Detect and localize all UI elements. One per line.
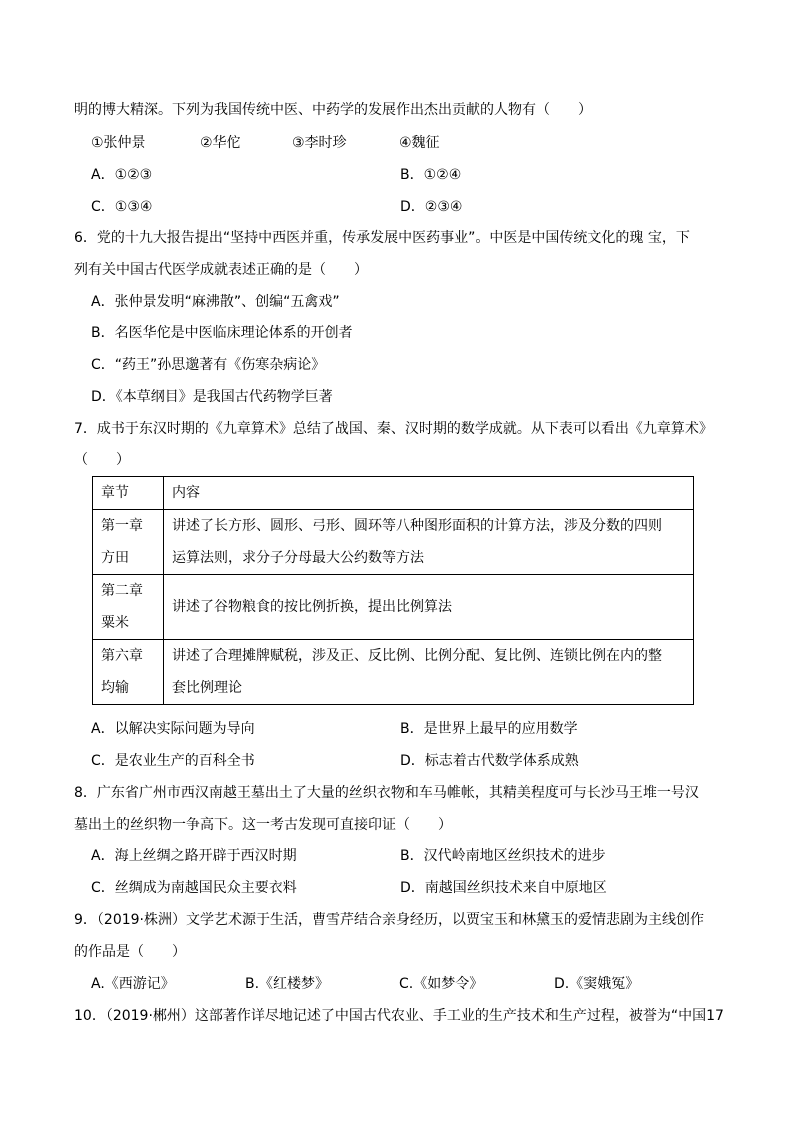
table-header-row — [93, 477, 694, 510]
q7-stem-line2: （ ） — [74, 452, 130, 468]
table-cell-content — [164, 575, 694, 640]
q8-option-c[interactable]: C．丝绸成为南越国民众主要衣料 — [91, 880, 297, 896]
chapter-number: 第一章 — [101, 518, 143, 534]
q8-option-a[interactable]: A．海上丝绸之路开辟于西汉时期 — [91, 848, 297, 864]
q5-option-b[interactable]: B．①②④ — [400, 167, 462, 183]
q5-item-2: ②华佗 — [200, 135, 241, 151]
q7-option-d[interactable]: D．标志着古代数学体系成熟 — [400, 753, 579, 769]
table-cell-content — [164, 640, 694, 705]
chapter-title: 方田 — [101, 550, 129, 566]
q9-option-c[interactable]: C.《如梦令》 — [399, 976, 484, 992]
content-line: 讲述了谷物粮食的按比例折换，提出比例算法 — [172, 599, 452, 615]
q6-option-a[interactable]: A．张仲景发明“麻沸散”、创编“五禽戏” — [91, 294, 340, 310]
jiuzhang-table — [92, 476, 694, 705]
chapter-title: 粟米 — [101, 615, 129, 631]
q8-option-b[interactable]: B．汉代岭南地区丝织技术的进步 — [400, 848, 606, 864]
q7-option-c[interactable]: C．是农业生产的百科全书 — [91, 753, 255, 769]
q6-option-d[interactable]: D．《本草纲目》是我国古代药物学巨著 — [91, 389, 333, 405]
q6-option-c[interactable]: C．“药王”孙思邈著有《伤寒杂病论》 — [91, 357, 326, 373]
q5-option-c[interactable]: C．①③④ — [91, 199, 153, 215]
q7-stem-line1: 7．成书于东汉时期的《九章算术》总结了战国、秦、汉时期的数学成就。从下表可以看出《九章算术》 — [74, 421, 713, 437]
q6-option-b[interactable]: B．名医华佗是中医临床理论体系的开创者 — [91, 325, 353, 341]
table-cell-chapter — [93, 575, 164, 640]
q9-option-b[interactable]: B.《红楼梦》 — [245, 976, 330, 992]
table-row — [93, 575, 694, 640]
q8-stem-line1: 8．广东省广州市西汉南越王墓出土了大量的丝织衣物和车马帷帐，其精美程度可与长沙马王堆一号汉 — [74, 785, 699, 801]
table-cell-chapter — [93, 640, 164, 705]
table-header-chapter: 章节 — [93, 477, 164, 510]
q7-option-b[interactable]: B．是世界上最早的应用数学 — [400, 721, 578, 737]
q5-item-4: ④魏征 — [399, 135, 440, 151]
content-line: 套比例理论 — [172, 680, 242, 696]
q7-option-a[interactable]: A．以解决实际问题为导向 — [91, 721, 255, 737]
chapter-number: 第六章 — [101, 648, 143, 664]
q5-item-1: ①张仲景 — [91, 135, 146, 151]
table-cell-content — [164, 510, 694, 575]
q6-stem-line2: 列有关中国古代医学成就表述正确的是（ ） — [74, 262, 368, 278]
q8-stem-line2: 墓出土的丝织物一争高下。这一考古发现可直接印证（ ） — [74, 817, 452, 833]
table-header-content: 内容 — [164, 477, 694, 510]
table-cell-chapter — [93, 510, 164, 575]
q6-stem-line1: 6．党的十九大报告提出“坚持中西医并重，传承发展中医药事业”。中医是中国传统文化的瑰 宝，下 — [74, 230, 690, 246]
content-line: 讲述了合理摊牌赋税，涉及正、反比例、比例分配、复比例、连锁比例在内的整 — [172, 648, 662, 664]
chapter-number: 第二章 — [101, 583, 143, 599]
q9-stem-line2: 的作品是（ ） — [74, 944, 186, 960]
q9-option-d[interactable]: D.《窦娥冤》 — [554, 976, 640, 992]
q5-item-3: ③李时珍 — [292, 135, 347, 151]
table-row — [93, 510, 694, 575]
q8-option-d[interactable]: D．南越国丝织技术来自中原地区 — [400, 880, 607, 896]
q9-option-a[interactable]: A.《西游记》 — [91, 976, 175, 992]
q5-option-d[interactable]: D．②③④ — [400, 199, 463, 215]
q5-stem: 明的博大精深。下列为我国传统中医、中药学的发展作出杰出贡献的人物有（ ） — [74, 102, 592, 118]
q5-option-a[interactable]: A．①②③ — [91, 167, 153, 183]
chapter-title: 均输 — [101, 680, 129, 696]
content-line: 讲述了长方形、圆形、弓形、圆环等八种图形面积的计算方法，涉及分数的四则 — [172, 518, 662, 534]
table-row — [93, 640, 694, 705]
q10-stem-line1: 10．（2019·郴州）这部著作详尽地记述了中国古代农业、手工业的生产技术和生产过程，被誉为“中国17 — [74, 1008, 724, 1024]
q9-stem-line1: 9．（2019·株洲）文学艺术源于生活，曹雪芹结合亲身经历，以贾宝玉和林黛玉的爱情悲剧为主线创作 — [74, 912, 704, 928]
content-line: 运算法则，求分子分母最大公约数等方法 — [172, 550, 424, 566]
